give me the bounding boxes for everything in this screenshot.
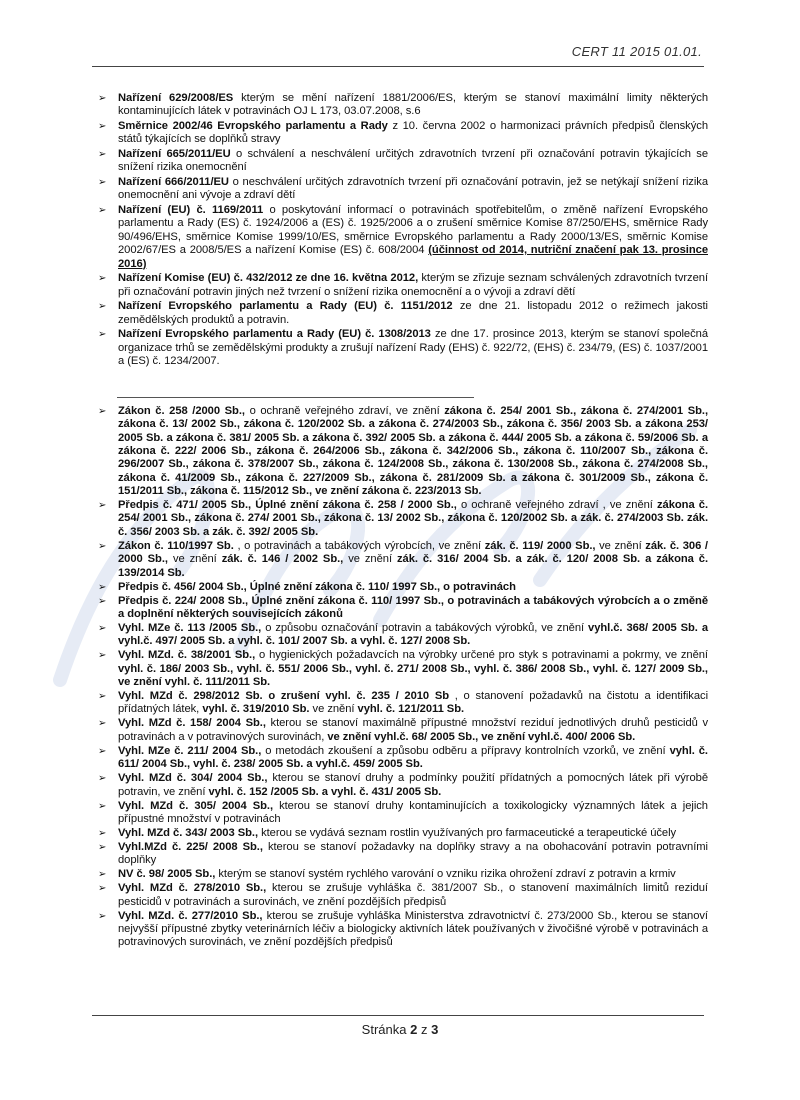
citation-bold: zák. č. 306 / 2000 Sb., (118, 539, 708, 566)
citation-bold: Předpis č. 456/ 2004 Sb., Úplné znění zákona č. 110/ 1997 Sb., o potravinách (118, 580, 516, 593)
arrow-bullet-icon: ➢ (98, 540, 107, 552)
citation-text: o poskytování informací o potravinách spotřebitelům, o změně nařízení Evropského parlamentu a Rady (ES) č. 1924/2006 a (ES) č. 1925/2006 a o zrušení směrnice Komise 87/250/EHS, směrnice Rady 90/496/EHS, směrnice Komise 1999/10/ES, směrnice Evropského parlamentu a Rady 2000/13/ES, směrnic Komise 2002/67/ES a 2008/5/ES a nařízení Komise (ES) č. 608/2004 (118, 204, 708, 257)
citation-text: ve znění (172, 553, 217, 566)
citation-text: kterou se stanoví druhy kontaminujících a toxikologicky významných látek a jejich přípustné množství v potravinách (118, 799, 708, 825)
citation-bold: Směrnice 2002/46 Evropského parlamentu a Rady (118, 120, 388, 133)
list-item (98, 581, 708, 594)
arrow-bullet-icon: ➢ (98, 93, 107, 104)
citation-text: ve znění (348, 553, 393, 566)
citation-bold: Vyhl. MZe č. 113 /2005 Sb., (118, 621, 262, 634)
citation-bold: zák. č. 119/ 2000 Sb., (484, 539, 596, 552)
arrow-bullet-icon: ➢ (98, 841, 107, 853)
list-item (98, 800, 708, 827)
citation-bold: Vyhl. MZd č. 343/ 2003 Sb., (118, 826, 259, 839)
list-item (98, 745, 708, 772)
citation-text: , o stanovení požadavků na čistotu a identifikaci přídatných látek, (118, 690, 709, 716)
citation-bold: Vyhl. MZd č. 158/ 2004 Sb., (118, 717, 266, 730)
citation-text: kterou se stanoví druhy a podmínky použití přídatných a pomocných látek při výrobě potravin, ve znění (118, 772, 708, 798)
citation-bold: Nařízení (EU) č. 1169/2011 (118, 204, 264, 217)
arrow-bullet-icon: ➢ (98, 869, 107, 881)
citation-bold: zákona č. 254/ 2001 Sb., zákona č. 274/2001 Sb., zákona č. 13/ 2002 Sb., zákona č. 120/2002 Sb. a zákona č. 274/2003 Sb., zákona č. 356/ 2003 Sb. a zákona 253/ 2005 Sb. a zákona č. 381/ 2005 Sb. a zákona č. 392/ 2005 Sb. a zákona č. 444/ 2005 Sb. a zákona č. 59/2006 Sb. a zákona č. 222/ 2006 Sb., zákona č. 264/2006 Sb., zákona č. 342/2006 Sb., zákona č. 110/2007 Sb., zákona č. 296/2007 Sb., zákona č. 378/2007 Sb., zákona č. 124/2008 Sb., zákona č. 130/2008 Sb., zákona č. 274/2008 Sb., zákona č. 41/2009 Sb., zákona č. 227/2009 Sb., zákona č. 281/2009 Sb. a zákona č. 301/2009 Sb., zákona č. 151/2011 Sb., zákona č. 115/2012 Sb., ve znění zákona č. 223/2013 Sb. (118, 405, 709, 498)
citation-text: kterou se stanoví požadavky na doplňky stravy a na obohacování potravin potravními doplňky (118, 840, 708, 867)
list-item (98, 328, 708, 368)
citation-text: , o potravinách a tabákových výrobcích, ve znění (237, 539, 482, 552)
arrow-bullet-icon: ➢ (98, 650, 107, 662)
citation-text: kterou se zrušuje vyhláška Ministerstva zdravotnictví č. 273/2000 Sb., kterou se stanoví nejvyšší přípustné zbytky veterinárních léčiv a biologicky aktivních látek používaných v živočišné výrobě v potravinách a potravinových surovinách, ve znění pozdějších předpisů (118, 909, 708, 949)
citation-bold: Nařízení 665/2011/EU (118, 148, 231, 161)
page-number: 2 (410, 1022, 418, 1037)
citation-text: kterou se stanoví maximálně přípustné množství reziduí jednotlivých druhů pesticidů v potravinách a v potravinových surovinách, (118, 717, 708, 743)
list-item (98, 882, 708, 909)
citation-bold: zákona č. 254/ 2001 Sb., zákona č. 274/ 2001 Sb., zákona č. 13/ 2002 Sb., zákona č. 120/2002 Sb. a zák. č. 274/2003 Sb. zák. č. 356/ 2003 Sb. a zák. č. 392/ 2005 Sb. (118, 499, 709, 538)
arrow-bullet-icon: ➢ (98, 718, 107, 730)
list-item (98, 92, 708, 119)
citation-bold: zák. č. 146 / 2002 Sb., (221, 553, 344, 566)
arrow-bullet-icon: ➢ (98, 205, 107, 217)
citation-text: kterým se mění nařízení 1881/2006/ES, kterým se stanoví maximální limity některých kontaminujících látek v potravinách OJ L 173, 03.07.2008, s.6 (118, 92, 708, 118)
list-item (98, 649, 708, 689)
citation-bold: Vyhl. MZd. č. 277/2010 Sb., (118, 909, 263, 922)
list-item (98, 499, 708, 539)
list-item (98, 690, 708, 717)
citation-text: ve znění (312, 703, 355, 716)
citation-text: ze dne 21. listopadu 2012 o režimech jakosti zemědělských produktů a potravin. (118, 300, 708, 326)
arrow-bullet-icon: ➢ (98, 500, 107, 512)
citation-bold: vyhl. č. 186/ 2003 Sb., vyhl. č. 551/ 2006 Sb., vyhl. č. 271/ 2008 Sb., vyhl. č. 386/ 2008 Sb., vyhl. č. 127/ 2009 Sb., ve znění vyhl. č. 111/2011 Sb. (118, 662, 708, 688)
arrow-bullet-icon: ➢ (98, 329, 107, 341)
citation-text: kterým se zřizuje seznam schválených zdravotních tvrzení při označování potravin jiných než tvrzení o snížení rizika onemocnění a o vývoji a zdraví dětí (118, 272, 709, 298)
page-footer (0, 1022, 800, 1037)
arrow-bullet-icon: ➢ (98, 910, 107, 922)
citation-text: o způsobu označování potravin a tabákových výrobků, ve znění (265, 621, 585, 634)
citation-bold: vyhl. č. 319/2010 Sb. (202, 703, 310, 716)
arrow-bullet-icon: ➢ (98, 177, 107, 189)
arrow-bullet-icon: ➢ (98, 883, 107, 895)
citation-bold: (účinnost od 2014, nutriční značení pak 13. prosince 2016) (118, 244, 708, 270)
arrow-bullet-icon: ➢ (98, 406, 107, 417)
arrow-bullet-icon: ➢ (98, 691, 107, 703)
arrow-bullet-icon: ➢ (98, 622, 107, 634)
citation-bold: Nařízení Evropského parlamentu a Rady (EU) č. 1151/2012 (118, 300, 453, 313)
list-item (98, 300, 708, 327)
citation-bold: vyhl. č. 121/2011 Sb. (357, 703, 465, 716)
list-item (98, 595, 708, 622)
citation-text: o ochraně veřejného zdraví, ve znění (249, 405, 440, 417)
page-of: z (420, 1022, 428, 1037)
citation-bold: NV č. 98/ 2005 Sb., (118, 868, 216, 881)
citation-bold: Vyhl. MZd. č. 38/2001 Sb., (118, 649, 256, 662)
arrow-bullet-icon: ➢ (98, 121, 107, 133)
list-item (98, 272, 708, 299)
list-item (98, 120, 708, 147)
arrow-bullet-icon: ➢ (98, 273, 107, 285)
citation-text: ze dne 17. prosince 2013, kterým se stanoví společná organizace trhů se zemědělskými produkty a zrušují nařízení Rady (EHS) č. 922/72, (EHS) č. 234/79, (ES) č. 1037/2001 a (ES) č. 1234/2007. (118, 328, 708, 367)
list-item (98, 405, 708, 498)
eu-regulations-list (98, 92, 708, 370)
list-item (98, 540, 708, 580)
arrow-bullet-icon: ➢ (98, 581, 107, 593)
citation-bold: vyhl. č. 152 /2005 Sb. a vyhl. č. 431/ 2005 Sb. (208, 785, 442, 798)
document-code: CERT 11 2015 01.01. (571, 44, 702, 59)
citation-text: o ochraně veřejného zdraví , ve znění (460, 499, 653, 512)
arrow-bullet-icon: ➢ (98, 800, 107, 812)
citation-bold: Vyhl. MZe č. 211/ 2004 Sb., (118, 744, 262, 757)
arrow-bullet-icon: ➢ (98, 745, 107, 757)
citation-bold: Zákon č. 258 /2000 Sb., (118, 405, 245, 417)
citation-text: o schválení a neschválení určitých zdravotních tvrzení při označování potravin týkajících se snížení rizika onemocnění (118, 148, 709, 174)
citation-bold: ve znění vyhl.č. 68/ 2005 Sb., ve znění vyhl.č. 400/ 2006 Sb. (327, 730, 636, 743)
list-item (98, 827, 708, 840)
list-item (98, 772, 708, 799)
list-item (98, 841, 708, 868)
arrow-bullet-icon: ➢ (98, 149, 107, 161)
citation-text: kterým se stanoví systém rychlého varování o vzniku rizika ohrožení zdraví z potravin a krmiv (218, 868, 676, 881)
header-rule (92, 66, 704, 67)
citation-text: o hygienických požadavcích na výrobky určené pro styk s potravinami a pokrmy, ve znění (259, 649, 708, 662)
citation-text: z 10. června 2002 o harmonizaci právních předpisů členských států týkajících se doplňků stravy (118, 120, 708, 146)
czech-laws-list (98, 405, 708, 950)
citation-text: o metodách zkoušení a způsobu odběru a přípravy kontrolních vzorků, ve znění (265, 744, 666, 757)
citation-bold: vyhl. č. 611/ 2004 Sb., vyhl. č. 238/ 2005 Sb. a vyhl.č. 459/ 2005 Sb. (118, 744, 708, 771)
page-label: Stránka (361, 1022, 407, 1037)
list-item (98, 176, 708, 203)
arrow-bullet-icon: ➢ (98, 827, 107, 839)
arrow-bullet-icon: ➢ (98, 595, 107, 607)
list-item (98, 717, 708, 744)
section-separator (117, 397, 474, 398)
list-item (98, 910, 708, 950)
citation-bold: Nařízení 666/2011/EU (118, 176, 229, 189)
citation-bold: Zákon č. 110/1997 Sb. (118, 539, 234, 552)
citation-bold: Nařízení Komise (EU) č. 432/2012 ze dne 16. května 2012, (118, 272, 419, 285)
citation-text: kterou se zrušuje vyhláška č. 381/2007 Sb., o stanovení maximálních limitů reziduí pesticidů v potravinách a surovinách, ve znění pozdějších předpisů (118, 882, 708, 908)
citation-text: kterou se vydává seznam rostlin využívaných pro farmaceutické a terapeutické účely (261, 826, 677, 839)
citation-bold: Nařízení Evropského parlamentu a Rady (EU) č. 1308/2013 (118, 328, 431, 341)
citation-bold: Vyhl. MZd č. 278/2010 Sb., (118, 882, 267, 895)
footer-rule (92, 1015, 704, 1016)
citation-bold: Vyhl. MZd č. 305/ 2004 Sb., (118, 799, 274, 812)
page-total: 3 (431, 1022, 439, 1037)
list-item (98, 868, 708, 881)
list-item (98, 204, 708, 271)
citation-bold: vyhl.č. 368/ 2005 Sb. a vyhl.č. 497/ 2005 Sb. a vyhl. č. 101/ 2007 Sb. a vyhl. č. 127/ 2008 Sb. (118, 621, 708, 648)
list-item (98, 622, 708, 649)
citation-text: ve znění (599, 539, 642, 552)
citation-bold: Předpis č. 224/ 2008 Sb., Úplné znění zákona č. 110/ 1997 Sb., o potravinách a tabákových výrobcích a o změně a doplnění některých souvisejících zákonů (118, 594, 708, 620)
list-item (98, 148, 708, 175)
citation-bold: Vyhl. MZd č. 298/2012 Sb. o zrušení vyhl. č. 235 / 2010 Sb (118, 690, 450, 703)
arrow-bullet-icon: ➢ (98, 301, 107, 313)
citation-bold: Nařízení 629/2008/ES (118, 92, 234, 104)
citation-bold: Předpis č. 471/ 2005 Sb., Úplné znění zákona č. 258 / 2000 Sb., (118, 499, 457, 512)
citation-bold: Vyhl.MZd č. 225/ 2008 Sb., (118, 840, 263, 853)
citation-bold: zák. č. 316/ 2004 Sb. a zák. č. 120/ 2008 Sb. a zákona č. 139/2014 Sb. (118, 553, 709, 579)
citation-bold: Vyhl. MZd č. 304/ 2004 Sb., (118, 772, 268, 785)
arrow-bullet-icon: ➢ (98, 773, 107, 785)
citation-text: o neschválení určitých zdravotních tvrzení při označování potravin, jež se netýkají snížení rizika onemocnění ani vývoje a zdraví dětí (118, 176, 708, 202)
